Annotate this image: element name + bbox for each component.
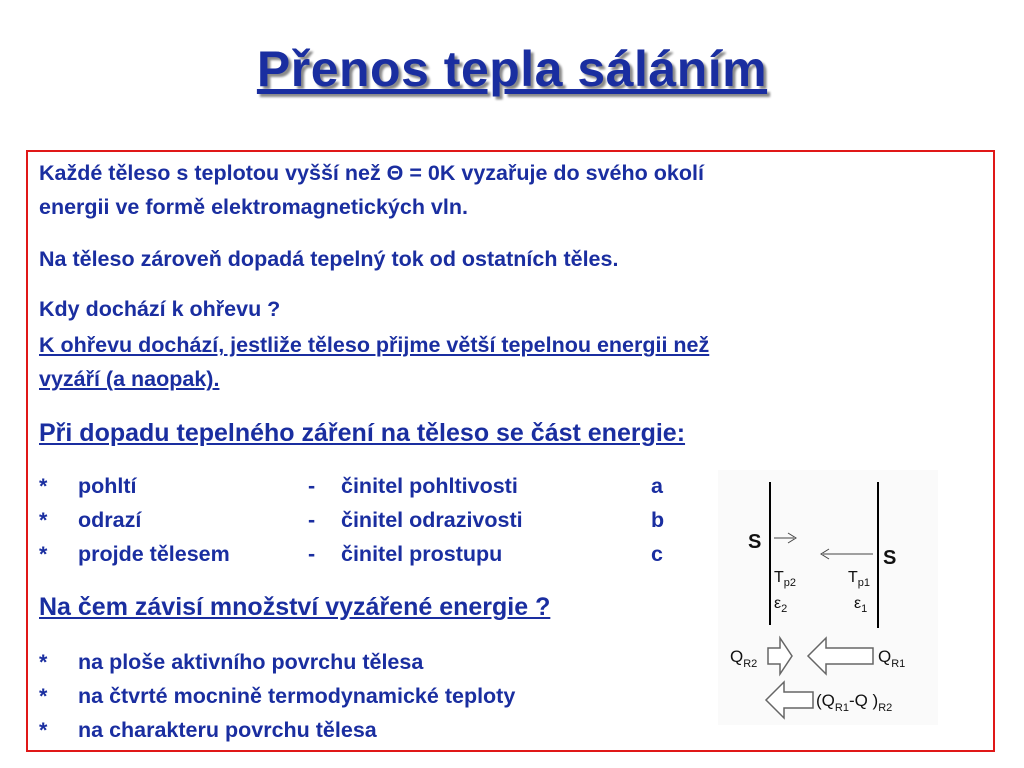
item-verb: odrazí (78, 508, 142, 532)
item-dash: - (308, 474, 316, 498)
item-text: na čtvrté mocnině termodynamické teploty (78, 684, 516, 708)
item-verb: projde tělesem (78, 542, 230, 566)
bullet: * (39, 508, 48, 532)
left-surface-label: S (748, 531, 762, 553)
right-temperature-label: $T_{p1}$ (848, 569, 871, 589)
item-symbol: a (651, 474, 663, 498)
answer-heating-line2: vyzáří (a naopak). (39, 367, 220, 391)
right-emissivity-label: $\varepsilon_1$ (854, 595, 868, 615)
item-dash: - (308, 542, 316, 566)
item-symbol: c (651, 542, 663, 566)
radiation-exchange-diagram (718, 470, 938, 725)
item-dash: - (308, 508, 316, 532)
paragraph-incident-flux: Na těleso zároveň dopadá tepelný tok od ostatních těles. (39, 247, 619, 271)
heading-energy-split: Při dopadu tepelného záření na těleso se část energie: (39, 419, 686, 447)
question-heating: Kdy dochází k ohřevu ? (39, 297, 281, 321)
answer-heating-line1: K ohřevu dochází, jestliže těleso přijme větší tepelnou energii než (39, 333, 710, 357)
item-factor: činitel odrazivosti (341, 508, 523, 532)
item-verb: pohltí (78, 474, 137, 498)
paragraph-emission-line1: Každé těleso s teplotou vyšší než Θ = 0K vyzařuje do svého okolí (39, 161, 704, 185)
heading-radiated-energy: Na čem závisí množství vyzářené energie ? (39, 593, 551, 621)
bullet: * (39, 650, 48, 674)
page-title: Přenos tepla sáláním (256, 41, 768, 97)
diagram-background (718, 470, 938, 725)
item-factor: činitel pohltivosti (341, 474, 518, 498)
reflected-flux-left-label: $Q_{R2}$ (730, 647, 758, 670)
item-factor: činitel prostupu (341, 542, 503, 566)
item-symbol: b (651, 508, 665, 532)
bullet: * (39, 474, 48, 498)
bullet: * (39, 684, 48, 708)
left-emissivity-label: $\varepsilon_2$ (774, 595, 788, 615)
item-text: na charakteru povrchu tělesa (78, 718, 377, 742)
right-surface-label: S (883, 547, 897, 569)
item-text: na ploše aktivního povrchu tělesa (78, 650, 424, 674)
paragraph-emission-line2: energii ve formě elektromagnetických vln. (39, 195, 468, 219)
net-flux-label: ($Q_{R1}-Q$ )$_{R2}$ (816, 691, 893, 714)
bullet: * (39, 542, 48, 566)
reflected-flux-right-label: $Q_{R1}$ (878, 647, 906, 670)
bullet: * (39, 718, 48, 742)
left-temperature-label: $T_{p2}$ (774, 569, 797, 589)
